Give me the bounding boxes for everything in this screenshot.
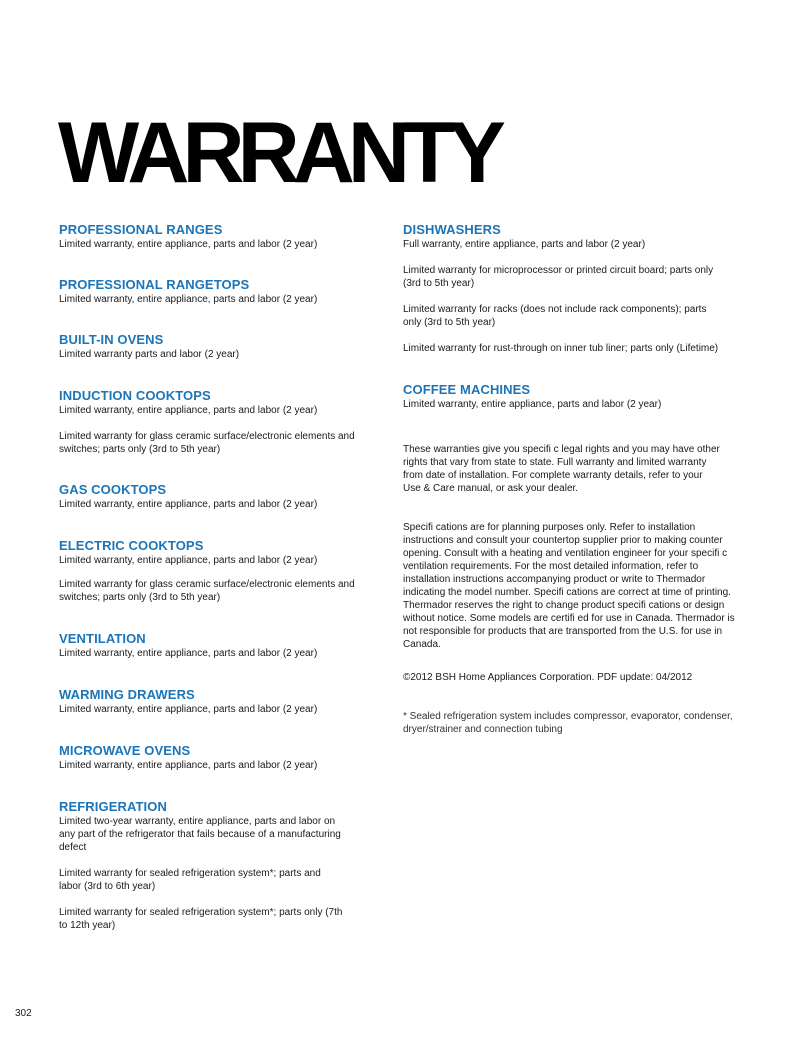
section-heading: REFRIGERATION [59,799,167,814]
specs-text: Specifi cations are for planning purposes only. Refer to installation instructions and consult your countertop supplier prior to making counter opening. Consult with a heating and ventilation engineer for your specifi c ventilation requirements. For the most detailed information, refer to installation instructions accompanying product or write to Thermador indicating the model number. Specifi cations are correct at time of printing. Thermador reserves the right to change product specifi cations or design without notice. Some models are certifi ed for use in Canada. Thermador is not responsible for products that are transported from the U.S. for use in Canada. [403,522,735,650]
page-number: 302 [15,1008,32,1019]
section-heading: INDUCTION COOKTOPS [59,388,211,403]
warranty-item: Limited two-year warranty, entire appliance, parts and labor on any part of the refrigerator that fails because of a manufacturing defect [59,816,341,853]
footnote-text: * Sealed refrigeration system includes compressor, evaporator, condenser, dryer/strainer and connection tubing [403,711,733,735]
warranty-item: Limited warranty, entire appliance, parts and labor (2 year) [59,499,318,510]
section-refrigeration [59,799,344,932]
page-title: WARRANTY [58,105,499,201]
copyright-notice [403,671,743,684]
warranty-item: Limited warranty, entire appliance, parts and labor (2 year) [59,704,318,715]
section-heading: COFFEE MACHINES [403,382,531,397]
warranty-item: Limited warranty for racks (does not include rack components); parts only (3rd to 5th year) [403,304,707,328]
section-warming-drawers [59,687,359,716]
legal-text: These warranties give you specifi c legal rights and you may have other rights that vary from state to state. Full warranty and limited warranty from date of installation. For complete warranty details, refer to your Use & Care manual, or ask your dealer. [403,444,720,494]
section-heading: ELECTRIC COOKTOPS [59,538,204,553]
warranty-item: Limited warranty, entire appliance, parts and labor (2 year) [59,239,318,250]
warranty-item: Limited warranty for sealed refrigeration system*; parts only (7th to 12th year) [59,907,343,931]
warranty-item: Limited warranty for sealed refrigeration system*; parts and labor (3rd to 6th year) [59,868,321,892]
section-ventilation [59,631,359,660]
warranty-item: Limited warranty, entire appliance, parts and labor (2 year) [59,760,318,771]
section-gas-cooktops [59,482,359,511]
section-induction-cooktops [59,388,359,456]
section-professional-ranges [59,222,359,251]
section-heading: MICROWAVE OVENS [59,743,191,758]
section-heading: DISHWASHERS [403,222,501,237]
warranty-item: Limited warranty for rust-through on inner tub liner; parts only (Lifetime) [403,343,719,354]
footnote-block [403,710,738,736]
section-heading: BUILT-IN OVENS [59,332,164,347]
section-professional-rangetops [59,277,359,306]
section-coffee-machines [403,382,743,411]
section-heading: GAS COOKTOPS [59,482,167,497]
section-heading: VENTILATION [59,631,146,646]
specifications-notice [403,521,738,651]
warranty-item: Limited warranty parts and labor (2 year) [59,349,240,360]
legal-rights-notice [403,443,723,495]
section-microwave-ovens [59,743,359,772]
warranty-item: Limited warranty, entire appliance, parts and labor (2 year) [403,399,662,410]
warranty-item: Limited warranty, entire appliance, parts and labor (2 year) [59,555,318,566]
section-heading: WARMING DRAWERS [59,687,195,702]
section-dishwashers [403,222,723,355]
warranty-item: Limited warranty for glass ceramic surface/electronic elements and switches; parts only (3rd to 5th year) [59,431,355,455]
warranty-item: Limited warranty, entire appliance, parts and labor (2 year) [59,405,318,416]
section-heading: PROFESSIONAL RANGETOPS [59,277,250,292]
warranty-item: Limited warranty for microprocessor or printed circuit board; parts only (3rd to 5th year) [403,265,714,289]
copyright-text: ©2012 BSH Home Appliances Corporation. PDF update: 04/2012 [403,672,693,683]
warranty-item: Limited warranty for glass ceramic surface/electronic elements and switches; parts only (3rd to 5th year) [59,579,355,603]
warranty-item: Limited warranty, entire appliance, parts and labor (2 year) [59,294,318,305]
section-electric-cooktops [59,538,359,604]
warranty-item: Limited warranty, entire appliance, parts and labor (2 year) [59,648,318,659]
left-column [59,222,359,932]
section-heading: PROFESSIONAL RANGES [59,222,223,237]
section-built-in-ovens [59,332,359,361]
warranty-item: Full warranty, entire appliance, parts and labor (2 year) [403,239,646,250]
right-column [403,222,743,736]
